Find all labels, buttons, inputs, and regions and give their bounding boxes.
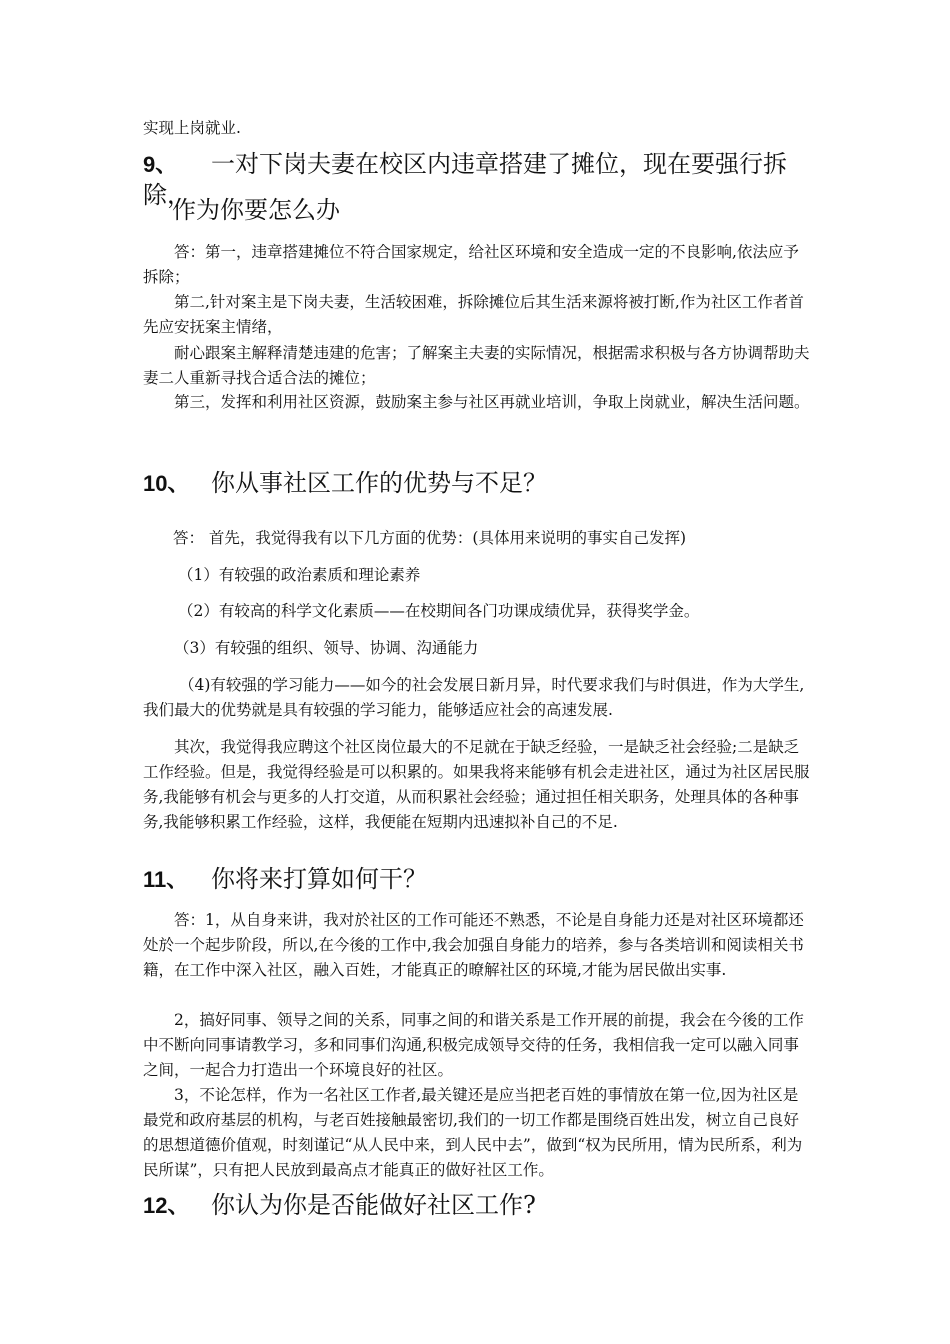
- question-10-title: 你从事社区工作的优势与不足？: [211, 469, 547, 497]
- question-9-title-line2: 作为你要怎么办: [172, 196, 340, 224]
- question-11-answer-paragraph: 3，不论怎样，作为一名社区工作者,最关键还是应当把老百姓的事情放在第一位,因为社区是最党和政府基层的机构，与老百姓接触最密切,我们的一切工作都是围绕百姓出发，树立自己良好的思想道德价值观，时刻谨记“从人民中来，到人民中去”，做到“权为民所用，情为民所系，利为民所谋”，只有把人民放到最高点才能真正的做好社区工作。: [143, 1086, 803, 1179]
- question-9-answer-paragraph: 第三，发挥和利用社区资源，鼓励案主参与社区再就业培训，争取上岗就业，解决生活问题。: [174, 393, 810, 411]
- question-12-heading: [143, 1190, 833, 1221]
- question-9-answer-paragraph: 第二,针对案主是下岗夫妻，生活较困难，拆除摊位后其生活来源将被打断,作为社区工作者首先应安抚案主情绪，: [143, 293, 804, 336]
- question-10-item: （1）有较强的政治素质和理论素养: [178, 566, 421, 584]
- question-11-heading: [143, 864, 833, 895]
- question-11-answer-paragraph: 2，搞好同事、领导之间的关系，同事之间的和谐关系是工作开展的前提，我会在今後的工作中不断向同事请教学习，多和同事们沟通,积极完成领导交待的任务，我相信我一定可以融入同事之间，一起合力打造出一个环境良好的社区。: [143, 1011, 804, 1079]
- question-10-shortcoming: 其次，我觉得我应聘这个社区岗位最大的不足就在于缺乏经验，一是缺乏社会经验;二是缺乏工作经验。但是，我觉得经验是可以积累的。如果我将来能够有机会走进社区，通过为社区居民服务,我能够有机会与更多的人打交道，从而积累社会经验；通过担任相关职务，处理具体的各种事务,我能够积累工作经验，这样，我便能在短期内迅速拟补自己的不足.: [143, 738, 810, 831]
- question-11-number: 11、: [143, 867, 189, 892]
- opening-line: 实现上岗就业.: [143, 119, 241, 137]
- question-9-answer-paragraph: 答：第一，违章搭建摊位不符合国家规定，给社区环境和安全造成一定的不良影响,依法应予拆除；: [143, 243, 799, 286]
- question-9-number: 9、: [143, 152, 178, 177]
- question-12-title: 你认为你是否能做好社区工作?: [211, 1191, 536, 1219]
- question-9-answer-paragraph: 耐心跟案主解释清楚违建的危害；了解案主夫妻的实际情况，根据需求积极与各方协调帮助夫妻二人重新寻找合适合法的摊位；: [143, 344, 810, 387]
- question-10-intro: 答： 首先，我觉得我有以下几方面的优势：(具体用来说明的事实自己发挥): [173, 529, 687, 547]
- question-10-item: （3）有较强的组织、领导、协调、沟通能力: [174, 639, 479, 657]
- question-12-number: 12、: [143, 1193, 190, 1218]
- question-10-number: 10、: [143, 471, 190, 496]
- question-11-answer-paragraph: 答：1，从自身来讲，我对於社区的工作可能还不熟悉，不论是自身能力还是对社区环境都还处於一个起步阶段，所以,在今後的工作中,我会加强自身能力的培养，参与各类培训和阅读相关书籍，在工作中深入社区，融入百姓，才能真正的暸解社区的环境,才能为居民做出实事.: [143, 911, 804, 979]
- question-10-item: （2）有较高的科学文化素质——在校期间各门功课成绩优异，获得奖学金。: [178, 602, 700, 620]
- question-11-title: 你将来打算如何干？: [211, 865, 427, 893]
- question-10-heading: [143, 468, 833, 499]
- question-9-title-line1: 一对下岗夫妻在校区内违章搭建了摊位，现在要强行拆除，: [143, 150, 787, 209]
- question-10-item: （4)有较强的学习能力——如今的社会发展日新月异，时代要求我们与时俱进，作为大学生,我们最大的优势就是具有较强的学习能力，能够适应社会的高速发展.: [143, 676, 805, 719]
